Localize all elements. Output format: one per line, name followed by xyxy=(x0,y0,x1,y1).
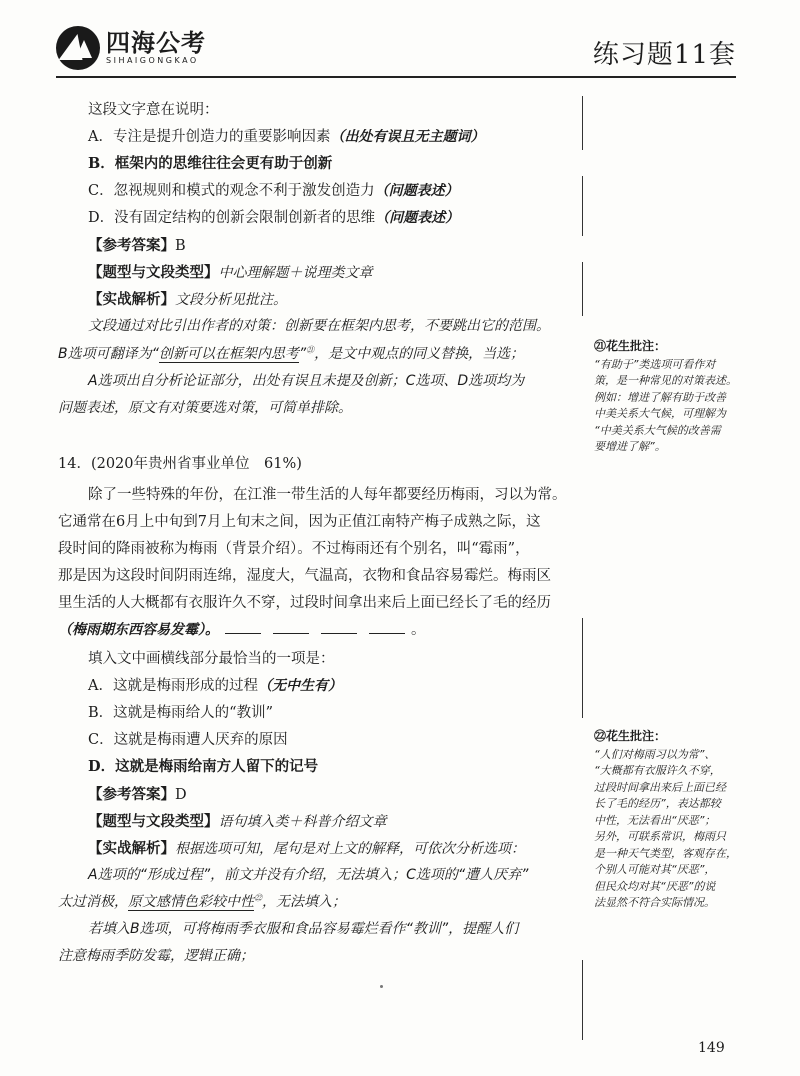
q14-explanation-4: 注意梅雨季防发霉，逻辑正确； xyxy=(58,948,254,964)
logo-chinese-text: 四海公考 xyxy=(106,29,206,57)
note-title: ㉒花生批注： xyxy=(594,729,667,743)
fill-blank xyxy=(273,622,309,634)
handwritten-note: （问题表述） xyxy=(375,210,460,226)
note-line: 法显然不符合实际情况。 xyxy=(594,896,715,909)
q13-explanation-2: B选项可翻译为“创新可以在框架内思考”$^㉑$，是文中观点的同义替换，当选； xyxy=(58,345,525,362)
handwritten-note: （出处有误且无主题词） xyxy=(330,129,485,145)
q14-passage-line: 那是因为这段时间阴雨连绵，湿度大，气温高，衣物和食品容易霉烂。梅雨区 xyxy=(58,568,551,584)
q13-option-a: A．专注是提升创造力的重要影响因素（出处有误且无主题词） xyxy=(88,129,485,145)
q13-stem: 这段文字意在说明： xyxy=(88,102,219,118)
page-number: 149 xyxy=(698,1040,725,1056)
note-line: 过段时间拿出来后上面已经 xyxy=(594,780,726,794)
handwritten-note: （问题表述） xyxy=(374,183,459,199)
q14-option-c: C．这就是梅雨遭人厌弃的原因 xyxy=(88,732,288,748)
brand-logo xyxy=(56,26,206,70)
margin-note xyxy=(594,728,744,912)
note-line: “人们对梅雨习以为常”、 xyxy=(594,747,716,761)
q14-option-a: A．这就是梅雨形成的过程（无中生有） xyxy=(88,678,342,694)
q14-passage-line: 里生活的人大概都有衣服许久不穿，过段时间拿出来后上面已经长了毛的经历 xyxy=(58,595,551,611)
q13-explanation-1: 文段通过对比引出作者的对策：创新要在框架内思考，不要跳出它的范围。 xyxy=(88,318,550,334)
q14-option-b: B．这就是梅雨给人的“教训” xyxy=(88,705,273,721)
q14-explanation-3: 若填入B选项，可将梅雨季衣服和食品容易霉烂看作“教训”，提醒人们 xyxy=(88,921,519,937)
q13-analysis: 【实战解析】文段分析见批注。 xyxy=(88,291,287,308)
q14-explanation-1: A选项的“形成过程”，前文并没有介绍，无法填入；C选项的“遭人厌弃” xyxy=(88,867,529,883)
logo-english-text: SIHAIGONGKAO xyxy=(106,56,199,65)
q13-option-b: B．框架内的思维往往会更有助于创新 xyxy=(88,155,333,172)
exercise-set-title: 练习题11套 xyxy=(592,40,736,70)
note-line: 个别人可能对其“厌恶”， xyxy=(594,863,716,876)
q13-question-type: 【题型与文段类型】中心理解题＋说理类文章 xyxy=(88,264,373,281)
note-line: 长了毛的经历”，表达都较 xyxy=(594,797,721,810)
scan-speck xyxy=(380,985,383,988)
note-line: 是一种天气类型，客观存在， xyxy=(594,846,737,860)
fill-blank xyxy=(321,622,357,634)
margin-rule xyxy=(582,960,583,1040)
q14-answer: 【参考答案】D xyxy=(88,786,187,803)
note-line: 另外，可联系常识，梅雨只 xyxy=(594,830,726,843)
q13-explanation-3: A选项出自分析论证部分，出处有误且未提及创新；C选项、D选项均为 xyxy=(88,373,525,389)
q14-heading: 14．(2020年贵州省事业单位 61%) xyxy=(58,456,302,472)
q14-analysis: 【实战解析】根据选项可知，尾句是对上文的解释，可依次分析选项： xyxy=(88,840,525,857)
sail-logo-icon xyxy=(56,26,100,70)
note-line: “大概都有衣服许久不穿， xyxy=(594,764,721,777)
q13-answer: 【参考答案】B xyxy=(88,237,186,254)
q14-question-type: 【题型与文段类型】语句填入类＋科普介绍文章 xyxy=(88,813,387,830)
note-line: 中性，无法看出“厌恶”； xyxy=(594,813,716,827)
q13-option-d: D．没有固定结构的创新会限制创新者的思维（问题表述） xyxy=(88,210,460,226)
margin-rule xyxy=(582,262,583,316)
note-line: 策，是一种常见的对策表述。 xyxy=(594,374,737,387)
margin-note xyxy=(594,338,744,456)
q14-passage-line: （梅雨期东西容易发霉）。 。 xyxy=(58,622,426,638)
page-header xyxy=(0,0,800,80)
handwritten-note: （无中生有） xyxy=(257,678,342,694)
note-line: “有助于”类选项可看作对 xyxy=(594,357,716,371)
fill-blank xyxy=(369,622,405,634)
note-title: ㉑花生批注： xyxy=(594,339,667,353)
q13-explanation-4: 问题表述，原文有对策要选对策，可简单排除。 xyxy=(58,400,352,416)
q14-passage-line: 除了一些特殊的年份，在江淮一带生活的人每年都要经历梅雨，习以为常。 xyxy=(88,487,567,503)
fill-blank xyxy=(225,622,261,634)
margin-rule xyxy=(582,618,583,718)
note-line: 例如：增进了解有助于改善 xyxy=(594,390,726,404)
q14-option-d: D．这就是梅雨给南方人留下的记号 xyxy=(88,758,319,775)
q13-option-c: C．忽视规则和模式的观念不利于激发创造力（问题表述） xyxy=(88,183,459,199)
note-line: 中美关系大气候，可理解为 xyxy=(594,407,726,420)
q14-passage-line: 段时间的降雨被称为梅雨（背景介绍）。不过梅雨还有个别名，叫“霉雨”， xyxy=(58,541,530,557)
margin-rule xyxy=(582,176,583,236)
q14-stem: 填入文中画横线部分最恰当的一项是： xyxy=(88,651,335,667)
q14-explanation-2: 太过消极，原文感情色彩较中性$^㉒$，无法填入； xyxy=(58,893,346,910)
margin-rule xyxy=(582,96,583,150)
note-line: 要增进了解”。 xyxy=(594,440,666,453)
note-line: “中美关系大气候的改善需 xyxy=(594,423,721,437)
note-line: 但民众均对其“厌恶”的说 xyxy=(594,879,716,893)
header-divider xyxy=(56,76,736,78)
q14-passage-line: 它通常在6月上中旬到7月上旬末之间，因为正值江南特产梅子成熟之际，这 xyxy=(58,514,541,530)
